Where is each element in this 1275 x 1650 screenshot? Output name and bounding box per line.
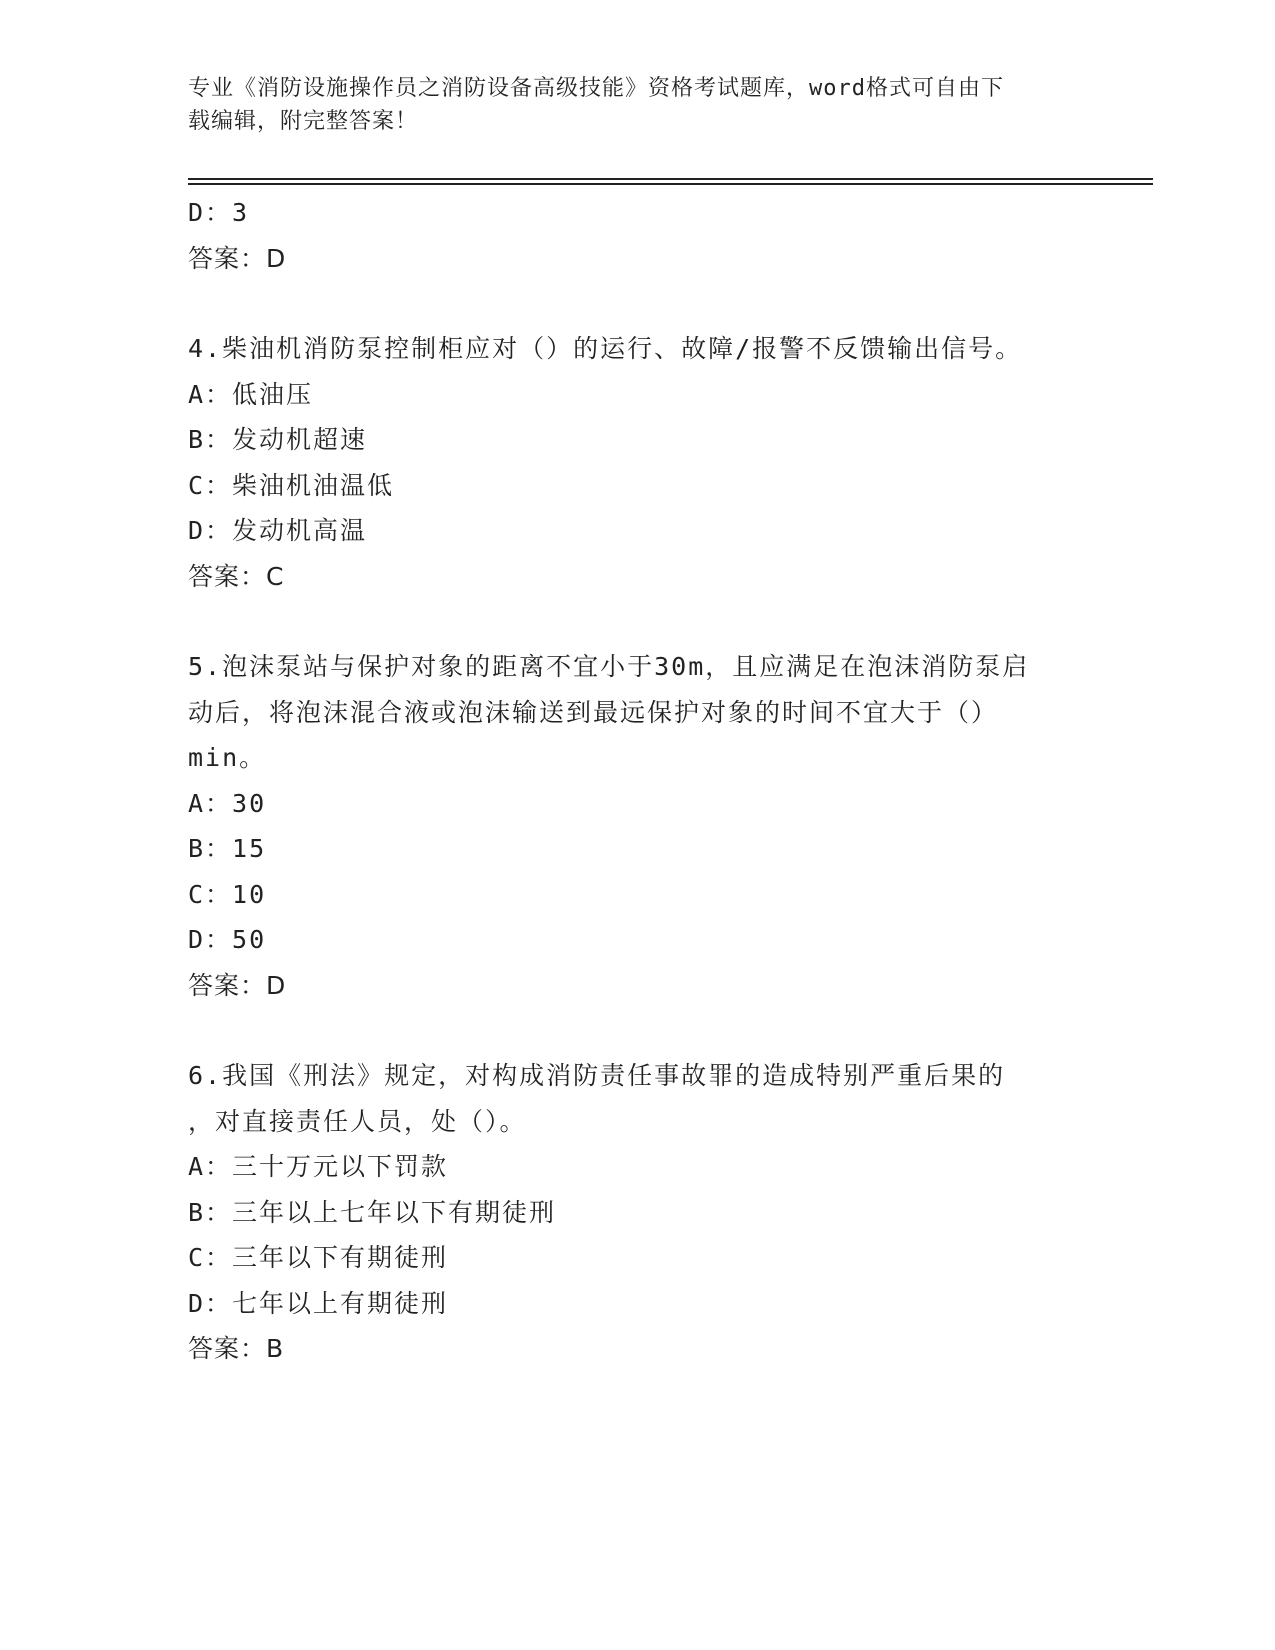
- option-a: A：低油压: [188, 379, 314, 409]
- question-stem-line-2: 动后，将泡沫混合液或泡沫输送到最远保护对象的时间不宜大于（）: [188, 697, 999, 727]
- option-a: A：三十万元以下罚款: [188, 1152, 449, 1181]
- spacer: [188, 599, 1088, 644]
- answer-line: 答案：D: [188, 243, 287, 273]
- question-6: [188, 1053, 1088, 1372]
- question-stem-line-1: 5.泡沫泵站与保护对象的距离不宜小于30m，且应满足在泡沫消防泵启: [188, 652, 1030, 681]
- header-divider-bottom: [188, 183, 1153, 185]
- option-b: B：15: [188, 834, 267, 863]
- header-divider-top: [188, 178, 1153, 180]
- question-list: [188, 190, 1088, 1372]
- previous-question-tail: [188, 190, 1088, 281]
- answer-line: 答案：B: [188, 1334, 285, 1363]
- option-b: B：三年以上七年以下有期徒刑: [188, 1197, 557, 1227]
- option-d: D：发动机高温: [188, 516, 368, 545]
- question-stem-line-1: 6.我国《刑法》规定，对构成消防责任事故罪的造成特别严重后果的: [188, 1061, 1006, 1090]
- answer-line: 答案：D: [188, 970, 287, 1000]
- option-c: C：三年以下有期徒刑: [188, 1243, 449, 1272]
- option-c: C：柴油机油温低: [188, 470, 395, 500]
- option-d: D：50: [188, 925, 267, 954]
- document-header: [188, 72, 1068, 138]
- spacer: [188, 281, 1088, 326]
- header-line-1: 专业《消防设施操作员之消防设备高级技能》资格考试题库，word格式可自由下: [188, 76, 1004, 101]
- answer-line: 答案：C: [188, 561, 285, 591]
- option-b: B：发动机超速: [188, 425, 368, 454]
- question-4: [188, 326, 1088, 599]
- question-stem: 4.柴油机消防泵控制柜应对（）的运行、故障/报警不反馈输出信号。: [188, 334, 1023, 363]
- option-c: C：10: [188, 879, 267, 909]
- header-line-2: 载编辑，附完整答案！: [188, 109, 419, 134]
- option-d: D：七年以上有期徒刑: [188, 1288, 449, 1318]
- question-stem-line-3: min。: [188, 743, 267, 772]
- question-5: [188, 644, 1088, 1008]
- question-stem-line-2: ，对直接责任人员，处（）。: [188, 1106, 527, 1136]
- option-a: A：30: [188, 788, 267, 818]
- option-d: D：3: [188, 198, 250, 227]
- spacer: [188, 1008, 1088, 1053]
